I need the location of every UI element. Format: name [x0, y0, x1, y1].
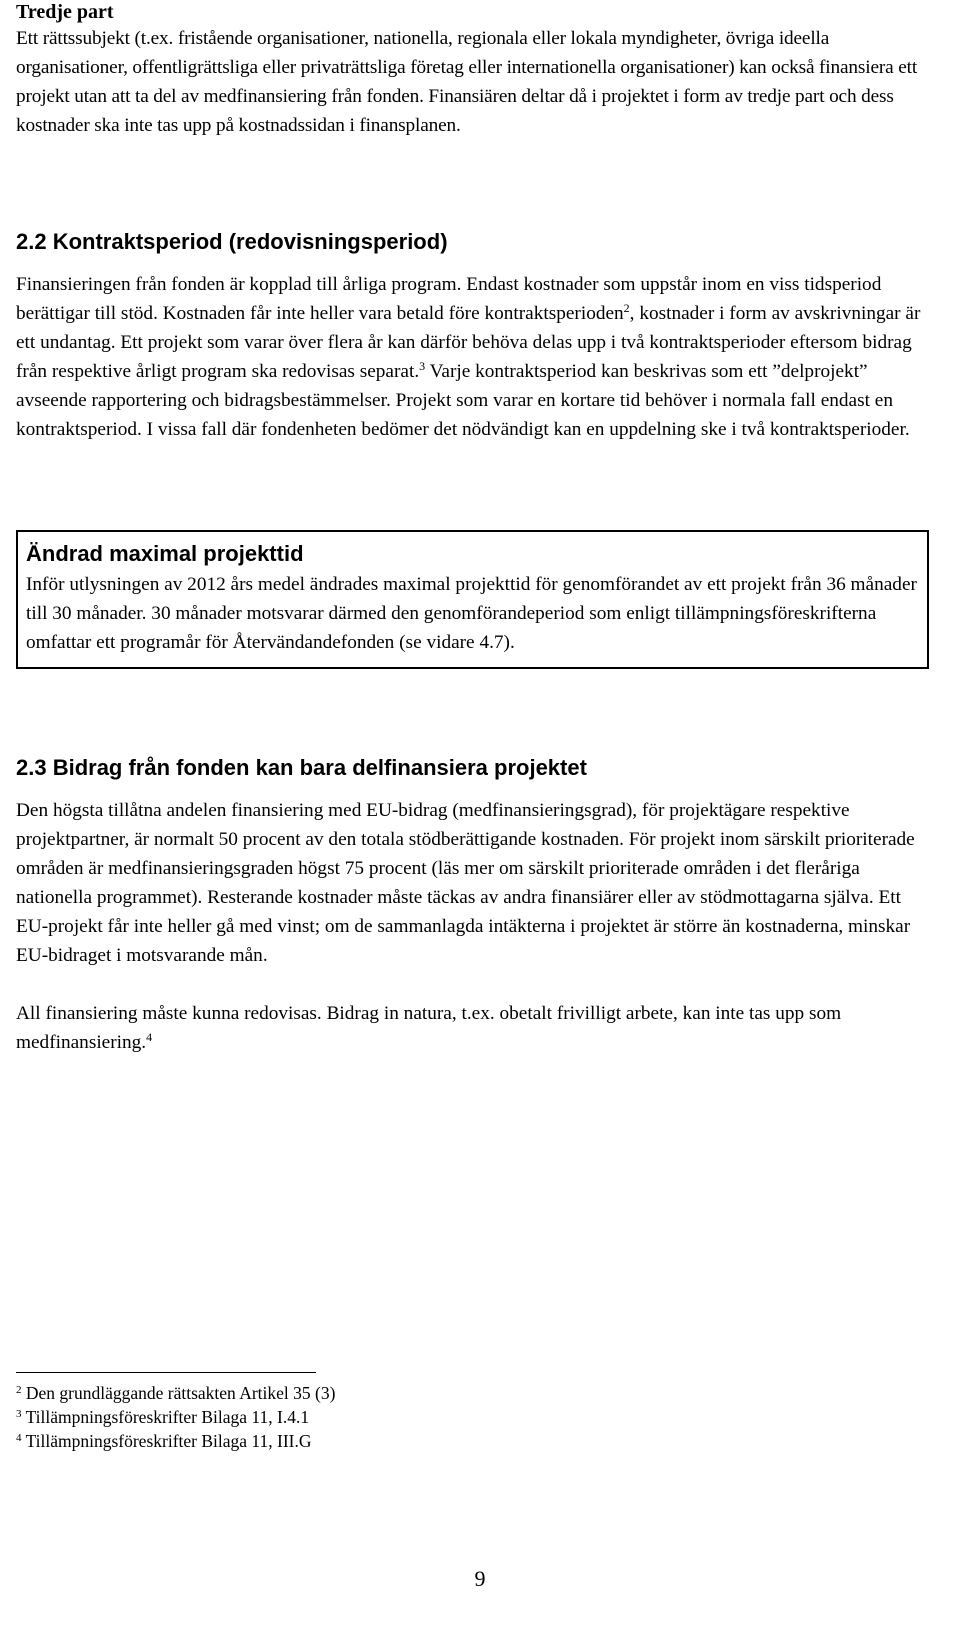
section-2-2-heading: 2.2 Kontraktsperiod (redovisningsperiod) — [16, 229, 448, 254]
footnotes — [16, 1372, 335, 1453]
footnote-number: 3 — [16, 1408, 22, 1420]
section-2-3-heading: 2.3 Bidrag från fonden kan bara delfinansiera projektet — [16, 755, 587, 780]
info-box — [16, 530, 929, 669]
footnote-ref-4: 4 — [146, 1030, 153, 1044]
footnote-text: Tillämpningsföreskrifter Bilaga 11, III.G — [25, 1431, 312, 1451]
section-2-2-paragraph — [16, 270, 936, 444]
tredje-part-section — [16, 0, 936, 140]
section-2-2-text-c: Varje kontraktsperiod kan beskrivas som ett ”delprojekt” avseende rapportering och bidragsbestämmelser. Projekt som varar en kortare tid behöver i normala fall endast en kontraktsperiod. I vissa fall där fondenheten bedömer det nödvändigt kan en uppdelning ske i två kontraktsperioder. — [16, 361, 910, 440]
footnote-number: 4 — [16, 1432, 22, 1444]
section-2-2-text-a: Finansieringen från fonden är kopplad till årliga program. Endast kostnader som uppstår inom en viss tidsperiod berättigar till stöd. Kostnaden får inte heller vara betald före kontraktsperioden — [16, 274, 882, 324]
footnote-text: Den grundläggande rättsakten Artikel 35 (3) — [25, 1383, 336, 1403]
section-2-2 — [16, 228, 936, 444]
section-2-2-text-b: , kostnader i form av avskrivningar är ett undantag. Ett projekt som varar över flera år kan därför behöva delas upp i två kontraktsperioder eftersom bidrag från respektive årligt program ska redovisas separat. — [16, 303, 921, 382]
footnote-item — [16, 1405, 335, 1429]
footnote-divider — [16, 1372, 316, 1373]
tredje-part-paragraph: Ett rättssubjekt (t.ex. fristående organisationer, nationella, regionala eller lokala myndigheter, övriga ideella organisationer, offentligrättsliga eller privaträttsliga företag eller internationella organisationer) kan också finansiera ett projekt utan att ta del av medfinansiering från fonden. Finansiären deltar då i projektet i form av tredje part och dess kostnader ska inte tas upp på kostnadssidan i finansplanen. — [16, 28, 918, 136]
info-box-paragraph: Inför utlysningen av 2012 års medel ändrades maximal projekttid för genomförandet av ett projekt från 36 månader till 30 månader. 30 månader motsvarar därmed den genomförandeperiod som enligt tillämpningsföreskrifterna omfattar ett programår för Återvändandefonden (se vidare 4.7). — [26, 574, 917, 653]
footnote-item — [16, 1429, 335, 1453]
tredje-part-heading: Tredje part — [16, 1, 114, 23]
footnote-ref-3: 3 — [419, 359, 426, 373]
footnote-number: 2 — [16, 1384, 22, 1396]
footnote-ref-2: 2 — [623, 301, 630, 315]
section-2-3-text: All finansiering måste kunna redovisas. Bidrag in natura, t.ex. obetalt frivilligt arbete, kan inte tas upp som medfinansiering. — [16, 1003, 842, 1053]
section-2-3 — [16, 754, 936, 1057]
footnote-text: Tillämpningsföreskrifter Bilaga 11, I.4.1 — [25, 1407, 310, 1427]
section-2-3-paragraph-1: Den högsta tillåtna andelen finansiering med EU-bidrag (medfinansieringsgrad), för projektägare respektive projektpartner, är normalt 50 procent av den totala stödberättigande kostnaden. För projekt inom särskilt prioriterade områden är medfinansieringsgraden högst 75 procent (läs mer om särskilt prioriterade områden i det fleråriga nationella programmet). Resterande kostnader måste täckas av andra finansiärer eller av stödmottagarna själva. Ett EU-projekt får inte heller gå med vinst; om de sammanlagda intäkterna i projektet är större än kostnaderna, minskar EU-bidraget i motsvarande mån. — [16, 800, 915, 966]
footnote-list — [16, 1381, 335, 1453]
section-2-3-paragraph-2 — [16, 999, 936, 1057]
footnote-item — [16, 1381, 335, 1405]
page-number: 9 — [474, 1566, 486, 1591]
info-box-heading: Ändrad maximal projekttid — [26, 541, 304, 566]
